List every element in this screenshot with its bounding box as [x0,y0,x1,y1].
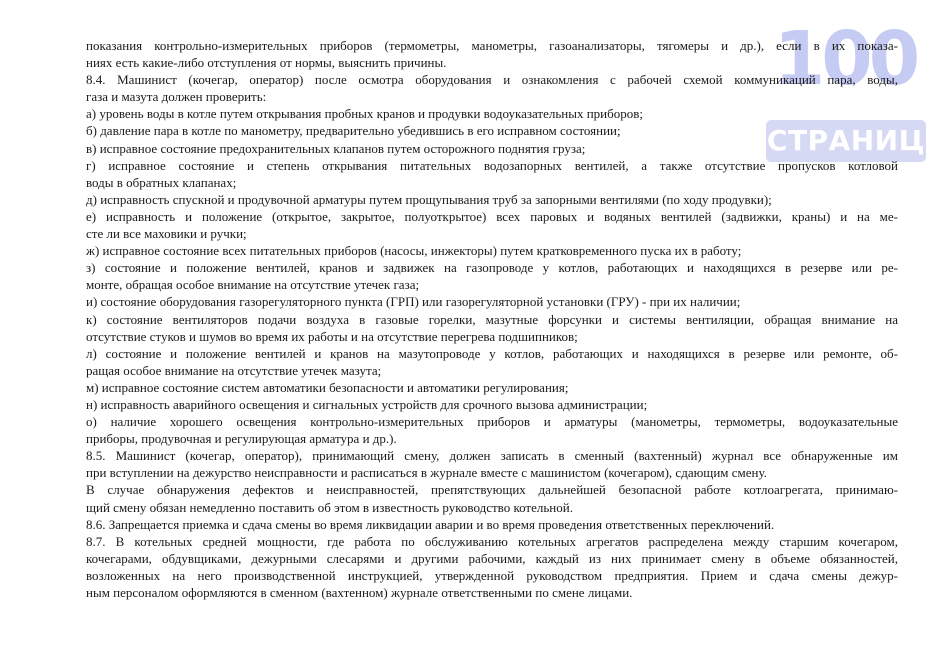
text-line: а) уровень воды в котле путем открывания пробных кранов и продувки водоуказательных приборов; [86,106,644,122]
text-line: ниях есть какие-либо отступления от нормы, выяснить причины. [86,55,447,71]
text-line: возложенных на него производственной инструкцией, утвержденной руководством предприятия. Прием и сдача смены дежур- [86,567,898,583]
text-line: м) исправное состояние систем автоматики безопасности и автоматики регулирования; [86,379,569,395]
text-line: е) исправность и положение (открытое, закрытое, полуоткрытое) всех паровых и водяных вентилей (задвижки, краны) и на ме- [86,208,898,224]
text-line: з) состояние и положение вентилей, кранов и задвижек на газопроводе у котлов, работающих и находящихся в резерве или ре- [86,260,898,276]
text-line: газа и мазута должен проверить: [86,89,267,105]
text-line: отсутствие стуков и шумов во время их работы и на отсутствие перегрева подшипников; [86,328,578,344]
text-line: кочегарами, обдувщиками, дежурными слесарями и другими рабочими, каждый из них принимает смену в объеме обязанностей, [86,550,898,566]
text-line: 8.4. Машинист (кочегар, оператор) после осмотра оборудования и ознакомления с рабочей схемой коммуникаций пара, воды, [86,72,898,88]
document-body [86,37,898,601]
text-line: б) давление пара в котле по манометру, предварительно убедившись в его исправном состоянии; [86,123,621,139]
watermark-digits: 100 [773,24,917,90]
text-line: монте, обращая особое внимание на отсутствие утечек газа; [86,277,420,293]
text-line: о) наличие хорошего освещения контрольно-измерительных приборов и арматуры (манометры, термометры, водоуказательные [86,414,898,430]
text-line: ным персоналом оформляются в сменном (вахтенном) журнале ответственными по смене лицами. [86,585,633,600]
text-line: при вступлении на дежурство неисправности и расписаться в журнале вместе с машинистом (кочегаром), сдающим смену. [86,465,767,481]
text-line: сте ли все маховики и ручки; [86,226,247,242]
text-line: 8.7. В котельных средней мощности, где работа по обслуживанию котельных агрегатов распределена между старшим кочегаром, [86,533,898,549]
text-line: щий смену обязан немедленно поставить об этом в известность руководство котельной. [86,499,573,515]
text-line: 8.6. Запрещается приемка и сдача смены во время ликвидации аварии и во время проведения ответственных переключений. [86,516,775,532]
watermark-word: СТРАНИЦ [766,120,926,162]
text-line: н) исправность аварийного освещения и сигнальных устройств для срочного вызова администрации; [86,396,648,412]
text-line: ж) исправное состояние всех питательных приборов (насосы, инжекторы) путем кратковременного пуска их в работу; [86,243,742,259]
text-line: л) состояние и положение вентилей и кранов на мазутопроводе у котлов, работающих и находящихся в резерве или ремонте, об- [86,345,898,361]
text-line: к) состояние вентиляторов подачи воздуха в газовые горелки, мазутные форсунки и системы вентиляции, обращая внимание на [86,311,898,327]
text-line: г) исправное состояние и степень открывания питательных водозапорных вентилей, а также отсутствие пропусков котловой [86,157,898,173]
text-line: д) исправность спускной и продувочной арматуры путем прощупывания труб за запорными вентилями (по ходу продувки); [86,191,772,207]
text-line: и) состояние оборудования газорегуляторного пункта (ГРП) или газорегуляторной установки (ГРУ) - при их наличии; [86,294,741,310]
text-line: ращая особое внимание на отсутствие утечек мазута; [86,362,382,378]
text-line: 8.5. Машинист (кочегар, оператор), принимающий смену, должен записать в сменный (вахтенный) журнал все обнаруженные им [86,448,898,464]
text-line: в) исправное состояние предохранительных клапанов путем осторожного поднятия груза; [86,140,586,156]
text-line: приборы, продувочная и регулирующая арматура и др.). [86,431,397,447]
text-line: воды в обратных клапанах; [86,174,237,190]
text-line: В случае обнаружения дефектов и неисправностей, препятствующих дальнейшей безопасной работе котлоагрегата, принимаю- [86,482,898,498]
text-line: показания контрольно-измерительных приборов (термометры, манометры, газоанализаторы, тягомеры и др.), если в их показа- [86,38,898,53]
